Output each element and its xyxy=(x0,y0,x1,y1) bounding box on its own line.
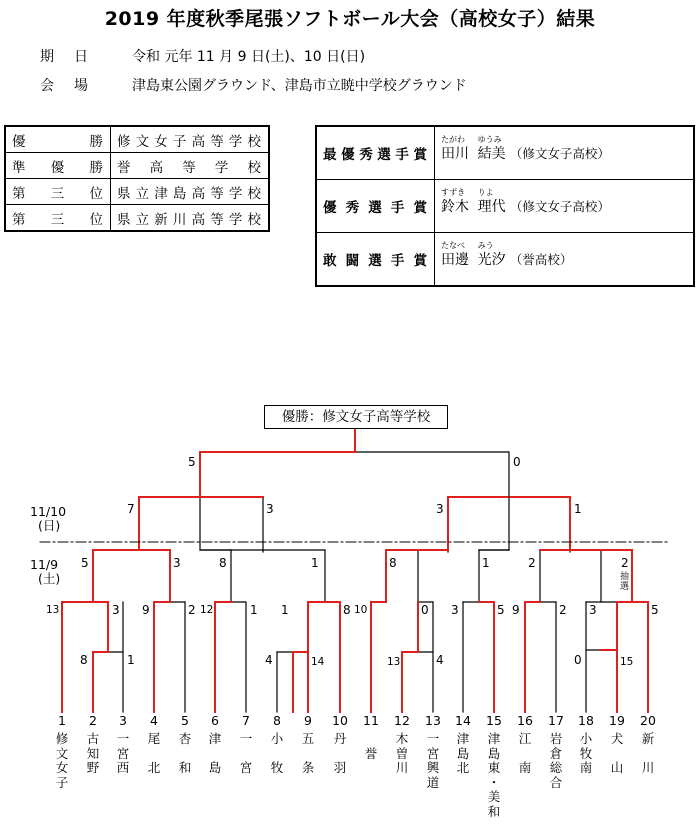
winner-path xyxy=(93,602,108,712)
champion-banner: 優勝：修文女子高等学校 xyxy=(264,405,448,429)
furigana: りよ xyxy=(477,188,494,197)
winner-school: （修文女子高校） xyxy=(509,199,610,214)
score: 1 xyxy=(127,653,135,667)
team-name: 修 文 女 子 xyxy=(55,731,69,790)
winner-path xyxy=(215,602,231,712)
score: 1 xyxy=(311,556,319,570)
score: 8 xyxy=(219,556,227,570)
score: 13 xyxy=(387,656,401,668)
team-number: 3 xyxy=(119,713,127,728)
team-name: 一 宮 興 道 xyxy=(426,731,440,790)
winner-path xyxy=(325,602,340,712)
score: 9 xyxy=(142,603,150,617)
score: 5 xyxy=(188,455,196,469)
team-name: 犬 山 xyxy=(610,731,624,775)
result-role: 優勝 xyxy=(5,126,111,153)
winner-school: （誉高校） xyxy=(509,252,573,267)
furigana: すずき xyxy=(441,188,466,197)
team-name: 江 南 xyxy=(518,731,532,775)
score: 8 xyxy=(389,556,397,570)
furigana: たがわ xyxy=(441,135,465,144)
score: 1 xyxy=(482,556,490,570)
team-name: 木 曽 川 xyxy=(395,731,409,775)
team-number: 9 xyxy=(304,713,312,728)
result-role: 第三位 xyxy=(5,205,111,232)
winner-path xyxy=(601,650,617,712)
score: 15 xyxy=(620,656,634,668)
team-name: 五 条 xyxy=(301,731,315,775)
score: 1 xyxy=(250,603,258,617)
score: 5 xyxy=(497,603,505,617)
score: 2 xyxy=(188,603,196,617)
venue-label: 会場 xyxy=(40,78,108,94)
award-title: 優秀選手賞 xyxy=(316,180,435,233)
team-name: 津 島 東 ・ 美 和 xyxy=(487,731,501,819)
bracket-line xyxy=(325,550,340,602)
team-name: 津 島 北 xyxy=(456,731,470,775)
team-number: 8 xyxy=(273,713,281,728)
result-school: 誉高等学校 xyxy=(111,153,270,179)
score: 4 xyxy=(436,653,444,667)
team-number: 5 xyxy=(181,713,189,728)
score: 5 xyxy=(81,556,89,570)
bracket-line xyxy=(586,550,601,602)
score: 3 xyxy=(173,556,181,570)
furigana: たなべ xyxy=(441,241,465,250)
bracket-line xyxy=(231,602,246,712)
winner-path xyxy=(154,602,170,712)
team-number: 16 xyxy=(517,713,533,728)
score: 0 xyxy=(421,603,429,617)
team-number: 10 xyxy=(332,713,348,728)
furigana: ゆうみ xyxy=(477,135,502,144)
team-name: 杏 和 xyxy=(178,731,192,775)
result-role: 準優勝 xyxy=(5,153,111,179)
team-number: 18 xyxy=(578,713,594,728)
score: 8 xyxy=(80,653,88,667)
winner-path xyxy=(402,602,418,712)
team-name: 一 宮 西 xyxy=(116,731,130,775)
day2-weekday: (日) xyxy=(38,518,61,533)
score: 2 xyxy=(621,556,629,570)
score: 8 xyxy=(343,603,351,617)
team-number: 17 xyxy=(548,713,564,728)
winner-given-name: みう 光汐 xyxy=(477,241,506,268)
score: 10 xyxy=(354,604,368,616)
team-name: 岩 倉 総 合 xyxy=(549,731,563,790)
award-title: 敢闘選手賞 xyxy=(316,233,435,287)
bracket-line xyxy=(463,550,479,602)
score: 0 xyxy=(574,653,582,667)
team-number: 19 xyxy=(609,713,625,728)
team-number: 11 xyxy=(363,713,379,728)
score: 3 xyxy=(436,502,444,516)
team-number: 7 xyxy=(242,713,250,728)
team-name: 小 牧 xyxy=(270,731,284,775)
score: 12 xyxy=(200,604,214,616)
winner-surname: たがわ 田川 xyxy=(441,135,469,162)
team-number: 12 xyxy=(394,713,410,728)
team-number: 20 xyxy=(640,713,656,728)
winner-path xyxy=(371,550,386,712)
team-number: 2 xyxy=(89,713,97,728)
team-number: 1 xyxy=(58,713,66,728)
winner-given-name: ゆうみ 結美 xyxy=(477,135,506,162)
score: 2 xyxy=(559,603,567,617)
day1-weekday: (土) xyxy=(38,571,61,586)
score: 2 xyxy=(528,556,536,570)
bracket-line xyxy=(540,550,556,602)
team-name: 尾 北 xyxy=(147,731,161,775)
team-name: 津 島 xyxy=(208,731,222,775)
day1-date: 11/9 xyxy=(30,557,59,572)
score: 3 xyxy=(589,603,597,617)
winner-path xyxy=(479,602,494,712)
score: 1 xyxy=(281,603,289,617)
team-number: 6 xyxy=(211,713,219,728)
team-name: 古 知 野 xyxy=(86,731,100,775)
page-title: 2019 年度秋季尾張ソフトボール大会（高校女子）結果 xyxy=(104,8,596,30)
score: 9 xyxy=(512,603,520,617)
team-name: 誉 xyxy=(364,745,378,761)
award-title: 最優秀選手賞 xyxy=(316,126,435,180)
date-label: 期日 xyxy=(40,49,108,65)
winner-path xyxy=(525,602,540,712)
bracket-line xyxy=(418,550,433,602)
team-name: 丹 羽 xyxy=(333,731,347,775)
team-number: 15 xyxy=(486,713,502,728)
team-number: 4 xyxy=(150,713,158,728)
day2-date: 11/10 xyxy=(30,504,67,519)
winner-given-name: りよ 理代 xyxy=(477,188,506,215)
team-name: 小 牧 南 xyxy=(579,731,593,775)
team-name: 新 川 xyxy=(641,731,655,775)
result-school: 修文女子高等学校 xyxy=(111,126,270,153)
result-school: 県立津島高等学校 xyxy=(111,179,270,205)
furigana: みう xyxy=(477,241,494,250)
score: 3 xyxy=(112,603,120,617)
bracket-line xyxy=(355,452,509,497)
score: 3 xyxy=(266,502,274,516)
date-value: 令和 元年 11 月 9 日(土)、10 日(日) xyxy=(132,49,366,65)
score: 4 xyxy=(265,653,273,667)
score: 14 xyxy=(311,656,325,668)
score: 7 xyxy=(127,502,135,516)
lottery-note: 抽選 xyxy=(620,572,630,592)
score: 0 xyxy=(513,455,521,469)
team-name: 一 宮 xyxy=(239,731,253,775)
team-number: 13 xyxy=(425,713,441,728)
score: 13 xyxy=(46,604,60,616)
winner-surname: たなべ 田邊 xyxy=(441,241,469,268)
score: 1 xyxy=(574,502,582,516)
score: 3 xyxy=(451,603,459,617)
score: 5 xyxy=(651,603,659,617)
winner-school: （修文女子高校） xyxy=(509,146,610,161)
venue-value: 津島東公園グラウンド、津島市立暁中学校グラウンド xyxy=(132,78,467,94)
result-role: 第三位 xyxy=(5,179,111,205)
result-school: 県立新川高等学校 xyxy=(111,205,270,232)
winner-surname: すずき 鈴木 xyxy=(441,188,469,215)
team-number: 14 xyxy=(455,713,471,728)
